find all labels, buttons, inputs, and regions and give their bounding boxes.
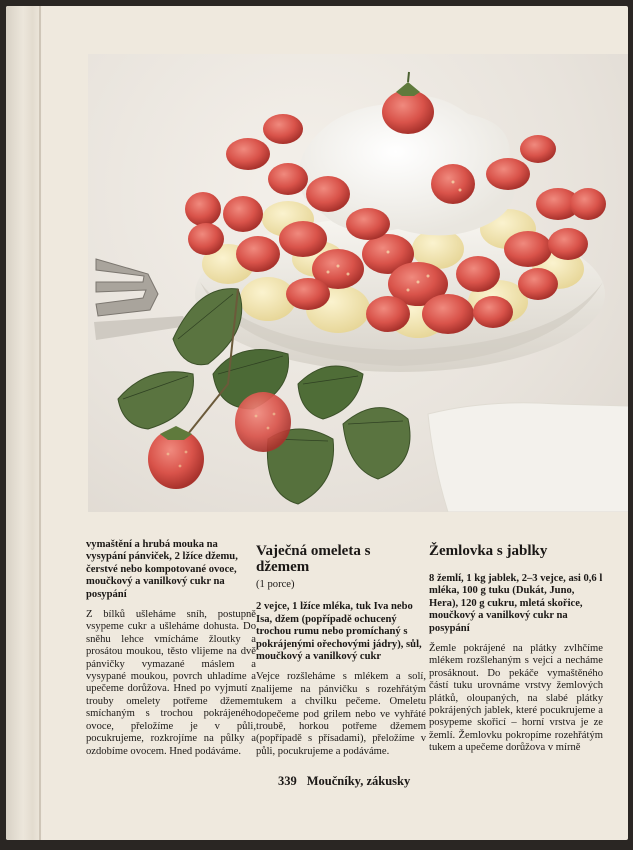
ingredients-continued: vymaštění a hrubá mouka na vysypání pánviček, 2 lžíce džemu, čerstvé nebo kompotované ovoce, moučkový a vanilkový cukr na posypání [86, 539, 238, 600]
page-footer [278, 774, 410, 789]
column-2 [256, 539, 426, 758]
column-3 [429, 539, 603, 755]
strawberry-dumplings-illustration [88, 54, 628, 512]
ingredients-list: 2 vejce, 1 lžíce mléka, tuk Iva nebo Isa, džem (popřípadě ochucený trochou rumu nebo promíchaný s pokrájenými ořechovými jádry), sůl, moučkový a vanilkový cukr [256, 601, 422, 663]
page-number: 339 [278, 774, 297, 788]
recipe-title: Žemlovka s jablky [429, 543, 548, 559]
recipe-instructions: Žemle pokrájené na plátky zvlhčíme mlékem rozšlehaným s vejci a necháme prosáknout. Do pekáče vymaštěného částí tuku urovnáme vrstvy žemlových plátků, oloupaných, na slabé plátky pokrájených jablek, které pocukrujeme a posypeme skořicí – horní vrstva je ze žemlí. Žemlovku pokropíme rozehřátým tukem a upečeme dorůžova v mírně [429, 643, 603, 754]
book-page [6, 6, 628, 840]
recipe-title: Vaječná omeleta s džemem [256, 543, 371, 575]
recipe-instructions: Vejce rozšleháme s mlékem a solí, nalijeme na pánvičku s rozehřátým tukem a chvilku pečeme. Omeletu dopečeme pod grilem nebo ve vyhřáté troubě, horkou potřeme džemem (popřípadě s přísadami), přeložíme v půli, pocukrujeme a podáváme. [256, 671, 426, 757]
spine-fold [39, 6, 41, 840]
dessert-photo [88, 54, 628, 512]
section-title: Moučníky, zákusky [306, 774, 411, 788]
recipe-instructions: Z bílků ušleháme sníh, postupně vsypeme cukr a ušleháme dohusta. Do sněhu lehce vmícháme žloutky a prosátou moukou, těsto vlijeme na dvě pánvičky vymazané máslem a vysypané moukou, povrch uhladíme a upečeme dorůžova. Hned po vyjmutí z trouby omelety potřeme džemem smíchaným s trochou pokrájeného ovoce, přeložíme je v půli, pocukrujeme, rozkrojíme na půlky a ozdobíme ovocem. Hned podáváme. [86, 609, 256, 757]
portion-info: (1 porce) [256, 579, 295, 590]
column-1 [86, 539, 256, 758]
ingredients-list: 8 žemlí, 1 kg jablek, 2–3 vejce, asi 0,6 l mléka, 100 g tuku (Dukát, Juno, Hera), 120 g cukru, mletá skořice, moučkový a vanilkový cukr na posypání [429, 573, 603, 634]
